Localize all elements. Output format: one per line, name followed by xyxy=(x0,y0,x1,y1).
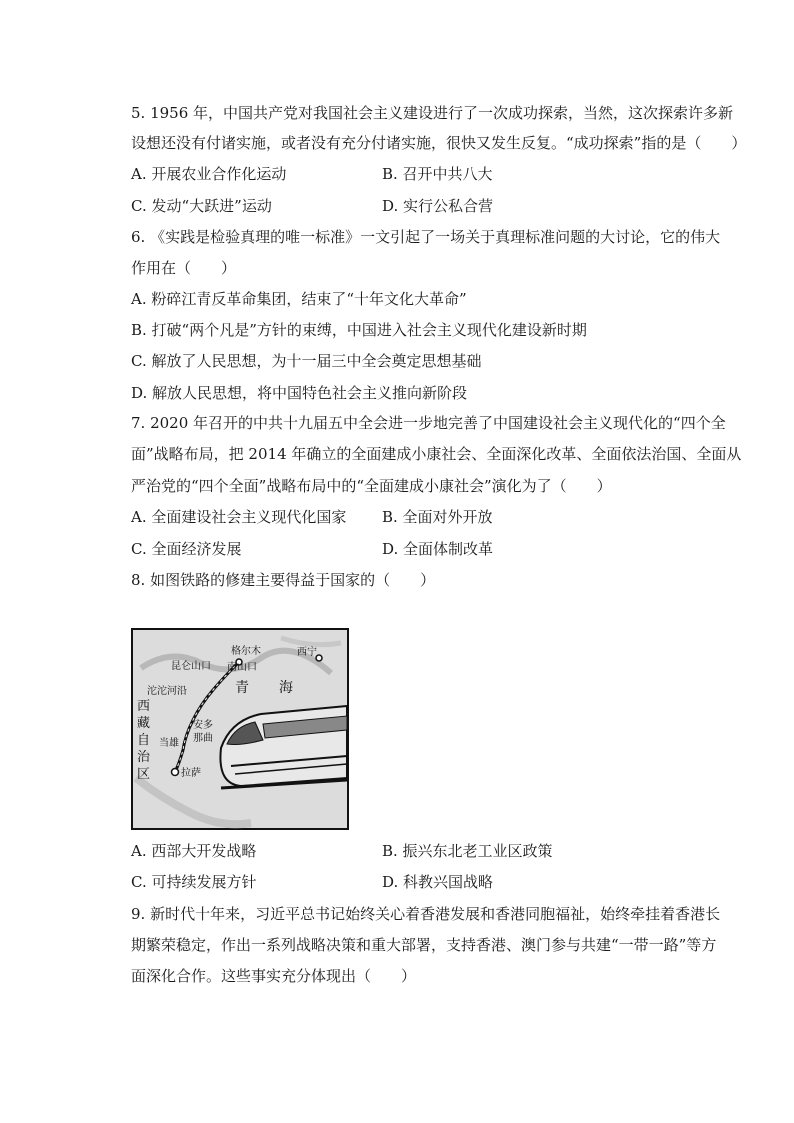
q5-stem-line1: 5. 1956 年，中国共产党对我国社会主义建设进行了一次成功探索，当然，这次探索许多新 xyxy=(131,104,734,122)
q8-option-a: A. 西部大开发战略 xyxy=(131,842,257,860)
q5-option-b: B. 召开中共八大 xyxy=(382,165,493,183)
q8-stem-line1: 8. 如图铁路的修建主要得益于国家的（ ） xyxy=(131,571,436,589)
q7-option-a: A. 全面建设社会主义现代化国家 xyxy=(131,508,347,526)
q5-stem-line2: 设想还没有付诸实施，或者没有充分付诸实施，很快又发生反复。“成功探索”指的是（ ） xyxy=(131,134,747,152)
q5-option-c: C. 发动“大跃进”运动 xyxy=(131,197,272,215)
q6-stem-line1: 6. 《实践是检验真理的唯一标准》一文引起了一场关于真理标准问题的大讨论，它的伟大 xyxy=(131,228,721,246)
label-kunlun: 昆仑山口 xyxy=(171,661,211,672)
label-dangxiong: 当雄 xyxy=(159,738,179,749)
q6-option-b: B. 打破“两个凡是”方针的束缚，中国进入社会主义现代化建设新时期 xyxy=(131,321,587,339)
q6-option-c: C. 解放了人民思想，为十一届三中全会奠定思想基础 xyxy=(131,352,482,370)
station-lasa xyxy=(172,769,179,776)
q6-option-a: A. 粉碎江青反革命集团，结束了“十年文化大革命” xyxy=(131,290,467,308)
q8-option-d: D. 科教兴国战略 xyxy=(382,873,494,891)
label-xining: 西宁 xyxy=(297,647,317,658)
q7-stem-line1: 7. 2020 年召开的中共十九届五中全会进一步地完善了中国建设社会主义现代化的“四个全 xyxy=(131,414,726,432)
q5-option-a: A. 开展农业合作化运动 xyxy=(131,165,287,183)
q7-option-c: C. 全面经济发展 xyxy=(131,540,242,558)
q5-option-d: D. 实行公私合营 xyxy=(382,197,494,215)
q7-stem-line3: 严治党的“四个全面”战略布局中的“全面建成小康社会”演化为了（ ） xyxy=(131,477,612,495)
q9-stem-line1: 9. 新时代十年来，习近平总书记始终关心着香港发展和香港同胞福祉，始终牵挂着香港长 xyxy=(131,905,721,923)
label-nanshan: 南山口 xyxy=(227,662,257,673)
q7-stem-line2: 面”战略布局，把 2014 年确立的全面建成小康社会、全面深化改革、全面依法治国、全面从 xyxy=(131,445,742,463)
label-xizang-1: 西 xyxy=(137,699,151,714)
label-qing: 青 xyxy=(235,680,249,696)
qinghai-tibet-railway-map xyxy=(131,628,349,830)
q6-stem-line2: 作用在（ ） xyxy=(131,259,237,277)
label-xizang-2: 藏 xyxy=(137,716,151,731)
q8-option-c: C. 可持续发展方针 xyxy=(131,873,257,891)
label-tuotuo: 沱沱河沿 xyxy=(147,686,187,697)
q9-stem-line3: 面深化合作。这些事实充分体现出（ ） xyxy=(131,967,417,985)
label-xizang-3: 自 xyxy=(137,733,151,748)
q8-option-b: B. 振兴东北老工业区政策 xyxy=(382,842,553,860)
label-hai: 海 xyxy=(279,680,293,696)
q9-stem-line2: 期繁荣稳定，作出一系列战略决策和重大部署，支持香港、澳门参与共建“一带一路”等方 xyxy=(131,936,717,954)
label-xizang-4: 治 xyxy=(137,750,151,765)
label-lasa: 拉萨 xyxy=(181,768,201,779)
label-naqu: 那曲 xyxy=(193,733,213,744)
label-geermu: 格尔木 xyxy=(231,646,261,657)
label-anduo: 安多 xyxy=(193,720,213,731)
q7-option-d: D. 全面体制改革 xyxy=(382,540,494,558)
label-xizang-5: 区 xyxy=(137,767,151,782)
q7-option-b: B. 全面对外开放 xyxy=(382,508,493,526)
q6-option-d: D. 解放人民思想，将中国特色社会主义推向新阶段 xyxy=(131,384,468,402)
